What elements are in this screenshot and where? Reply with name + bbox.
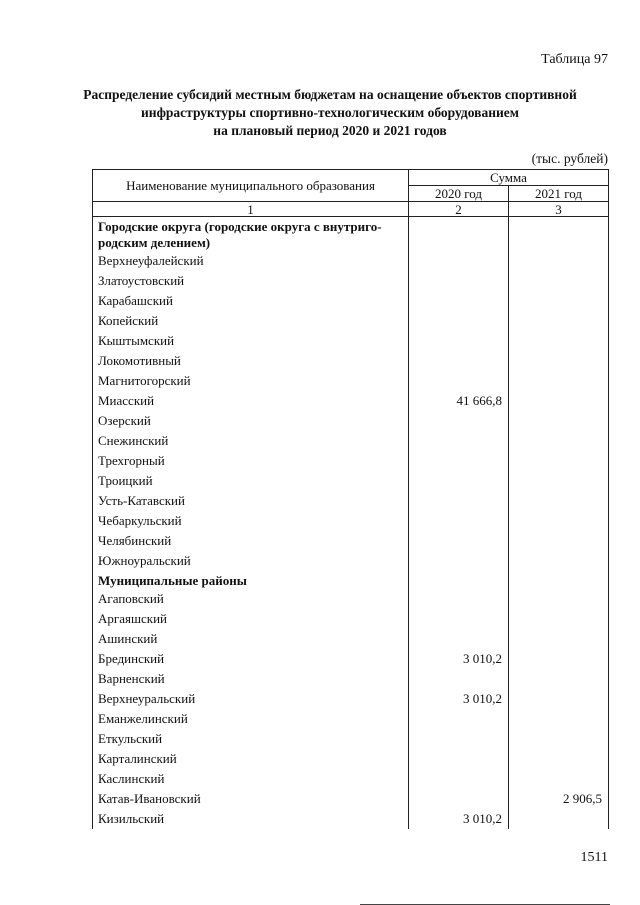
municipality-name: Снежинский: [93, 431, 409, 451]
municipality-name: Чебаркульский: [93, 511, 409, 531]
units-note: (тыс. рублей): [531, 151, 608, 166]
table-row: [93, 311, 609, 331]
table-row: [93, 809, 609, 829]
municipality-name: Троицкий: [93, 471, 409, 491]
value-2021: [509, 531, 609, 551]
table-row: [93, 551, 609, 571]
table-row: [93, 709, 609, 729]
title-line: инфраструктуры спортивно-технологическим оборудованием: [141, 105, 519, 120]
value-2020: [409, 629, 509, 649]
value-2020: [409, 451, 509, 471]
municipality-name: Городские округа (городские округа с внутриго-родским делением): [93, 217, 409, 252]
table-row: [93, 689, 609, 709]
table-row: [93, 649, 609, 669]
value-2020: [409, 729, 509, 749]
value-2021: [509, 217, 609, 252]
value-2020: [409, 769, 509, 789]
section-row: [93, 571, 609, 589]
title-line: Распределение субсидий местным бюджетам на оснащение объектов спортивной: [83, 87, 577, 102]
table-row: [93, 351, 609, 371]
municipality-name: Трехгорный: [93, 451, 409, 471]
table-row: [93, 411, 609, 431]
value-2021: [509, 709, 609, 729]
document-title: [60, 86, 600, 140]
value-2021: [509, 351, 609, 371]
table-row: [93, 531, 609, 551]
subsidy-table: [92, 169, 609, 829]
column-number-1: 1: [93, 202, 409, 217]
value-2021: [509, 491, 609, 511]
value-2020: [409, 551, 509, 571]
value-2021: [509, 311, 609, 331]
value-2020: [409, 471, 509, 491]
value-2020: [409, 411, 509, 431]
value-2021: [509, 431, 609, 451]
table-row: [93, 729, 609, 749]
header-name-column: Наименование муниципального образования: [93, 170, 409, 202]
value-2020: [409, 311, 509, 331]
value-2020: [409, 217, 509, 252]
header-year-2021: 2021 год: [509, 186, 609, 202]
table-row: [93, 589, 609, 609]
municipality-name: Еткульский: [93, 729, 409, 749]
value-2021: [509, 769, 609, 789]
value-2020: [409, 431, 509, 451]
municipality-name: Усть-Катавский: [93, 491, 409, 511]
table-row: [93, 391, 609, 411]
value-2020: [409, 589, 509, 609]
value-2021: [509, 749, 609, 769]
municipality-name: Копейский: [93, 311, 409, 331]
page-number: 1511: [580, 850, 608, 865]
municipality-name: Карабашский: [93, 291, 409, 311]
value-2021: [509, 629, 609, 649]
value-2020: [409, 491, 509, 511]
value-2020: [409, 789, 509, 809]
value-2020: [409, 749, 509, 769]
value-2020: [409, 331, 509, 351]
municipality-name: Верхнеуфалейский: [93, 251, 409, 271]
value-2021: [509, 649, 609, 669]
value-2021: [509, 669, 609, 689]
municipality-name: Каслинский: [93, 769, 409, 789]
value-2021: [509, 371, 609, 391]
table-row: [93, 609, 609, 629]
table-row: [93, 749, 609, 769]
table-row: [93, 789, 609, 809]
table-row: [93, 271, 609, 291]
value-2020: [409, 709, 509, 729]
value-2021: [509, 471, 609, 491]
value-2021: [509, 271, 609, 291]
municipality-name: Кыштымский: [93, 331, 409, 351]
table-row: [93, 669, 609, 689]
value-2020: [409, 571, 509, 589]
table-row: [93, 769, 609, 789]
municipality-name: Карталинский: [93, 749, 409, 769]
value-2021: [509, 251, 609, 271]
municipality-name: Магнитогорский: [93, 371, 409, 391]
municipality-name: Челябинский: [93, 531, 409, 551]
value-2020: [409, 531, 509, 551]
value-2020: [409, 511, 509, 531]
value-2021: [509, 331, 609, 351]
value-2021: [509, 551, 609, 571]
value-2021: [509, 391, 609, 411]
value-2020: [409, 669, 509, 689]
table-body: [93, 217, 609, 830]
value-2021: [509, 589, 609, 609]
municipality-name: Брединский: [93, 649, 409, 669]
municipality-name: Ашинский: [93, 629, 409, 649]
table-row: [93, 331, 609, 351]
municipality-name: Варненский: [93, 669, 409, 689]
header-year-2020: 2020 год: [409, 186, 509, 202]
value-2020: [409, 251, 509, 271]
municipality-name: Златоустовский: [93, 271, 409, 291]
value-2020: [409, 271, 509, 291]
municipality-name: Катав-Ивановский: [93, 789, 409, 809]
value-2020: 41 666,8: [409, 391, 509, 411]
value-2021: [509, 511, 609, 531]
header-sum: Сумма: [409, 170, 609, 186]
table-row: [93, 291, 609, 311]
municipality-name: Кизильский: [93, 809, 409, 829]
value-2021: [509, 411, 609, 431]
value-2020: [409, 371, 509, 391]
table-row: [93, 251, 609, 271]
value-2021: [509, 571, 609, 589]
value-2021: [509, 809, 609, 829]
municipality-name: Локомотивный: [93, 351, 409, 371]
column-number-3: 3: [509, 202, 609, 217]
table-row: [93, 431, 609, 451]
value-2021: 2 906,5: [509, 789, 609, 809]
value-2021: [509, 729, 609, 749]
table-row: [93, 491, 609, 511]
value-2020: [409, 351, 509, 371]
municipality-name: Аргаяшский: [93, 609, 409, 629]
value-2021: [509, 291, 609, 311]
municipality-name: Миасский: [93, 391, 409, 411]
column-number-2: 2: [409, 202, 509, 217]
table-row: [93, 471, 609, 491]
value-2021: [509, 609, 609, 629]
section-row: [93, 217, 609, 252]
table-label: Таблица 97: [541, 52, 608, 67]
title-line: на плановый период 2020 и 2021 годов: [213, 123, 447, 138]
municipality-name: Озерский: [93, 411, 409, 431]
table-row: [93, 451, 609, 471]
municipality-name: Южноуральский: [93, 551, 409, 571]
value-2020: 3 010,2: [409, 689, 509, 709]
table-row: [93, 371, 609, 391]
value-2021: [509, 689, 609, 709]
value-2021: [509, 451, 609, 471]
table-row: [93, 629, 609, 649]
table-row: [93, 511, 609, 531]
municipality-name: Верхнеуральский: [93, 689, 409, 709]
value-2020: 3 010,2: [409, 809, 509, 829]
municipality-name: Еманжелинский: [93, 709, 409, 729]
value-2020: 3 010,2: [409, 649, 509, 669]
value-2020: [409, 291, 509, 311]
municipality-name: Агаповский: [93, 589, 409, 609]
municipality-name: Муниципальные районы: [93, 571, 409, 589]
value-2020: [409, 609, 509, 629]
